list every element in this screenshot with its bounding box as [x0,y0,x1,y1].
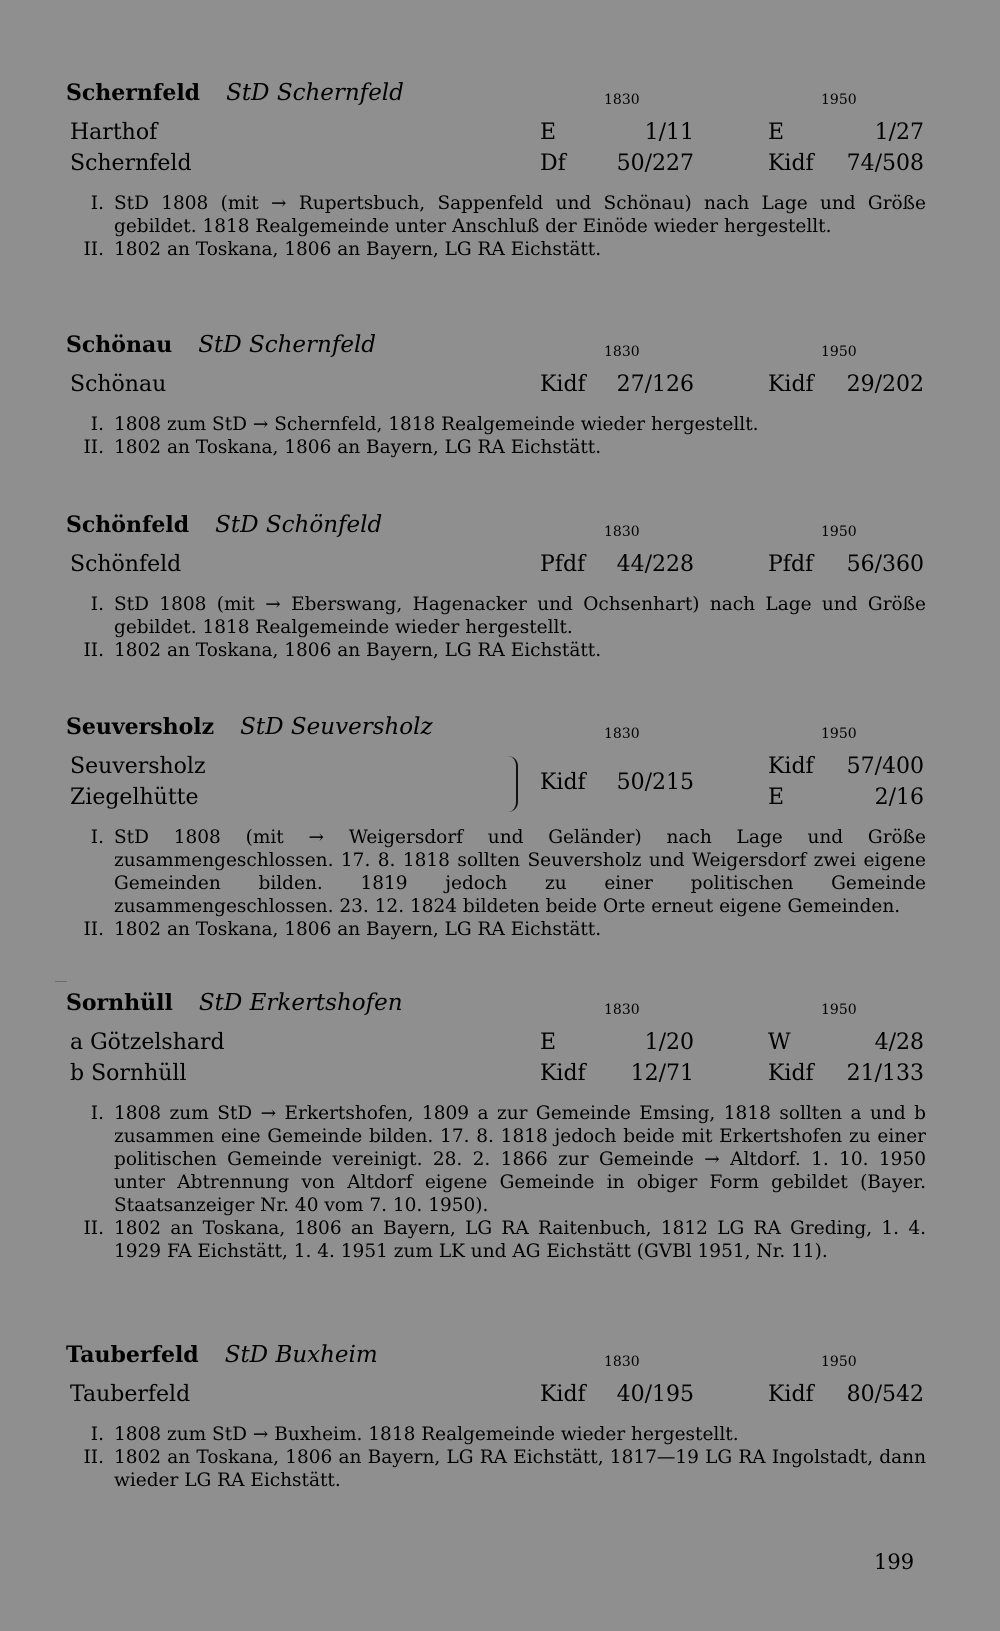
note [66,413,926,436]
type-1950: Kidf [768,372,814,397]
type-1950: Kidf [768,754,814,779]
entry-sornhuell [66,990,926,1263]
place-name: Schernfeld [70,151,192,176]
page-number: 199 [874,1550,915,1574]
entry-tauberfeld [66,1342,926,1492]
note [66,1102,926,1217]
entry-std: StD Erkertshofen [198,990,403,1016]
value-1830: 27/126 [616,372,694,397]
entry-std: StD Seuversholz [240,714,433,740]
place-name: Schönau [70,372,167,397]
note [66,436,926,459]
year-1830: 1830 [604,1002,640,1018]
value-1950: 4/28 [874,1030,924,1055]
value-1950: 74/508 [846,151,924,176]
value-1830: 12/71 [630,1061,694,1086]
note-number: II. [83,640,104,661]
note-number: II. [83,1218,104,1239]
note [66,192,926,238]
type-1950: Kidf [768,1061,814,1086]
note-text: 1808 zum StD → Erkertshofen, 1809 a zur Gemeinde Emsing, 1818 sollten a und b zusammen eine Gemeinde bilden. 17. 8. 1818 jedoch beide mit Erkertshofen zu einer politischen Gemeinde vereinigt. 28. 2. 1866 zur Gemeinde → Altdorf. 1. 10. 1950 unter Abtrennung von Altdorf eigene Gemeinde in obiger Form gebildet (Bayer. Staatsanzeiger Nr. 40 vom 7. 10. 1950). [114,1103,926,1216]
year-1950: 1950 [821,92,857,108]
note-number: II. [83,919,104,940]
note [66,639,926,662]
note-text: 1802 an Toskana, 1806 an Bayern, LG RA Raitenbuch, 1812 LG RA Greding, 1. 4. 1929 FA Eichstätt, 1. 4. 1951 zum LK und AG Eichstätt (GVBl 1951, Nr. 11). [114,1218,926,1262]
entry-notes [66,826,926,941]
entry-schoenau [66,332,926,459]
entry-std: StD Schönfeld [215,512,383,538]
note [66,826,926,918]
place-row [66,552,926,583]
entry-notes [66,593,926,662]
place-name: Seuversholz [70,754,206,779]
type-1950: W [768,1030,791,1055]
value-1950: 21/133 [846,1061,924,1086]
entry-notes [66,1102,926,1263]
entry-name: Sornhüll [66,990,173,1016]
note-text: 1802 an Toskana, 1806 an Bayern, LG RA Eichstätt. [114,239,602,260]
type-1950: Pfdf [768,552,814,577]
value-1950: 1/27 [874,120,924,145]
place-row [66,120,926,151]
type-1830: Kidf [540,372,586,397]
place-name: Harthof [70,120,158,145]
value-1950: 29/202 [846,372,924,397]
type-1830: Kidf [540,1061,586,1086]
note [66,593,926,639]
note-text: StD 1808 (mit → Rupertsbuch, Sappenfeld und Schönau) nach Lage und Größe gebildet. 1818 Realgemeinde unter Anschluß der Einöde wieder hergestellt. [114,193,926,237]
year-1830: 1830 [604,726,640,742]
entry-header [66,714,926,754]
type-1830: Kidf [540,1382,586,1407]
entry-name: Tauberfeld [66,1342,199,1368]
note-text: 1808 zum StD → Buxheim. 1818 Realgemeinde wieder hergestellt. [114,1424,739,1445]
entry-std: StD Buxheim [224,1342,378,1368]
note-number: I. [90,1103,104,1124]
place-name: a Götzelshard [70,1030,225,1055]
value-1830: 40/195 [616,1382,694,1407]
type-1950: Kidf [768,1382,814,1407]
note-text: 1802 an Toskana, 1806 an Bayern, LG RA Eichstätt. [114,640,602,661]
value-1830: 1/20 [644,1030,694,1055]
year-1950: 1950 [821,1002,857,1018]
note [66,238,926,261]
note-text: 1802 an Toskana, 1806 an Bayern, LG RA Eichstätt, 1817—19 LG RA Ingolstadt, dann wieder LG RA Eichstätt. [114,1447,926,1491]
type-1830: Df [540,151,566,176]
place-name: b Sornhüll [70,1061,187,1086]
entry-header [66,512,926,552]
year-1830: 1830 [604,524,640,540]
note [66,918,926,941]
place-name: Ziegelhütte [70,785,199,810]
value-1830: 50/215 [616,770,694,795]
place-row [66,372,926,403]
entry-notes [66,413,926,459]
note-text: StD 1808 (mit → Weigersdorf und Geländer) nach Lage und Größe zusammengeschlossen. 17. 8. 1818 sollten Seuversholz und Weigersdorf zwei eigene Gemeinden bilden. 1819 jedoch zu einer politischen Gemeinde zusammengeschlossen. 23. 12. 1824 bildeten beide Orte erneut eigene Gemeinden. [114,827,926,917]
braced-place-group [66,754,926,816]
value-1950: 56/360 [846,552,924,577]
note-text: StD 1808 (mit → Eberswang, Hagenacker und Ochsenhart) nach Lage und Größe gebildet. 1818 Realgemeinde wieder hergestellt. [114,594,926,638]
entry-name: Seuversholz [66,714,215,740]
note-number: I. [90,193,104,214]
year-1950: 1950 [821,524,857,540]
type-1950: E [768,120,785,145]
entry-notes [66,192,926,261]
note-number: II. [83,1447,104,1468]
year-1830: 1830 [604,344,640,360]
value-1950: 80/542 [846,1382,924,1407]
year-1830: 1830 [604,1354,640,1370]
entry-name: Schernfeld [66,80,201,106]
entry-seuversholz [66,714,926,941]
value-1830: 1/11 [644,120,694,145]
place-row [66,1030,926,1061]
entry-std: StD Schernfeld [198,332,377,358]
note [66,1446,926,1492]
value-1830: 50/227 [616,151,694,176]
place-row [66,1382,926,1413]
note-text: 1808 zum StD → Schernfeld, 1818 Realgemeinde wieder hergestellt. [114,414,759,435]
year-1950: 1950 [821,726,857,742]
year-1950: 1950 [821,344,857,360]
value-1950: 57/400 [846,754,924,779]
entry-schernfeld [66,80,926,261]
place-row [66,151,926,182]
note-number: I. [90,414,104,435]
entry-header [66,1342,926,1382]
margin-mark [55,981,67,982]
entry-std: StD Schernfeld [226,80,404,106]
entry-header [66,80,926,120]
entry-header [66,990,926,1030]
note [66,1423,926,1446]
entry-schoenfeld [66,512,926,662]
note-number: I. [90,827,104,848]
curly-brace [506,756,518,812]
entry-name: Schönfeld [66,512,190,538]
place-row [66,1061,926,1092]
type-1830: Kidf [540,770,586,795]
note-number: II. [83,239,104,260]
year-1950: 1950 [821,1354,857,1370]
note-text: 1802 an Toskana, 1806 an Bayern, LG RA Eichstätt. [114,919,602,940]
type-1830: E [540,1030,557,1055]
value-1830: 44/228 [616,552,694,577]
place-name: Schönfeld [70,552,182,577]
note [66,1217,926,1263]
entry-name: Schönau [66,332,173,358]
entry-notes [66,1423,926,1492]
place-name: Tauberfeld [70,1382,191,1407]
year-1830: 1830 [604,92,640,108]
type-1950: Kidf [768,151,814,176]
type-1950: E [768,785,785,810]
note-number: I. [90,594,104,615]
value-1950: 2/16 [874,785,924,810]
entry-header [66,332,926,372]
note-number: I. [90,1424,104,1445]
note-number: II. [83,437,104,458]
note-text: 1802 an Toskana, 1806 an Bayern, LG RA Eichstätt. [114,437,602,458]
type-1830: E [540,120,557,145]
type-1830: Pfdf [540,552,586,577]
